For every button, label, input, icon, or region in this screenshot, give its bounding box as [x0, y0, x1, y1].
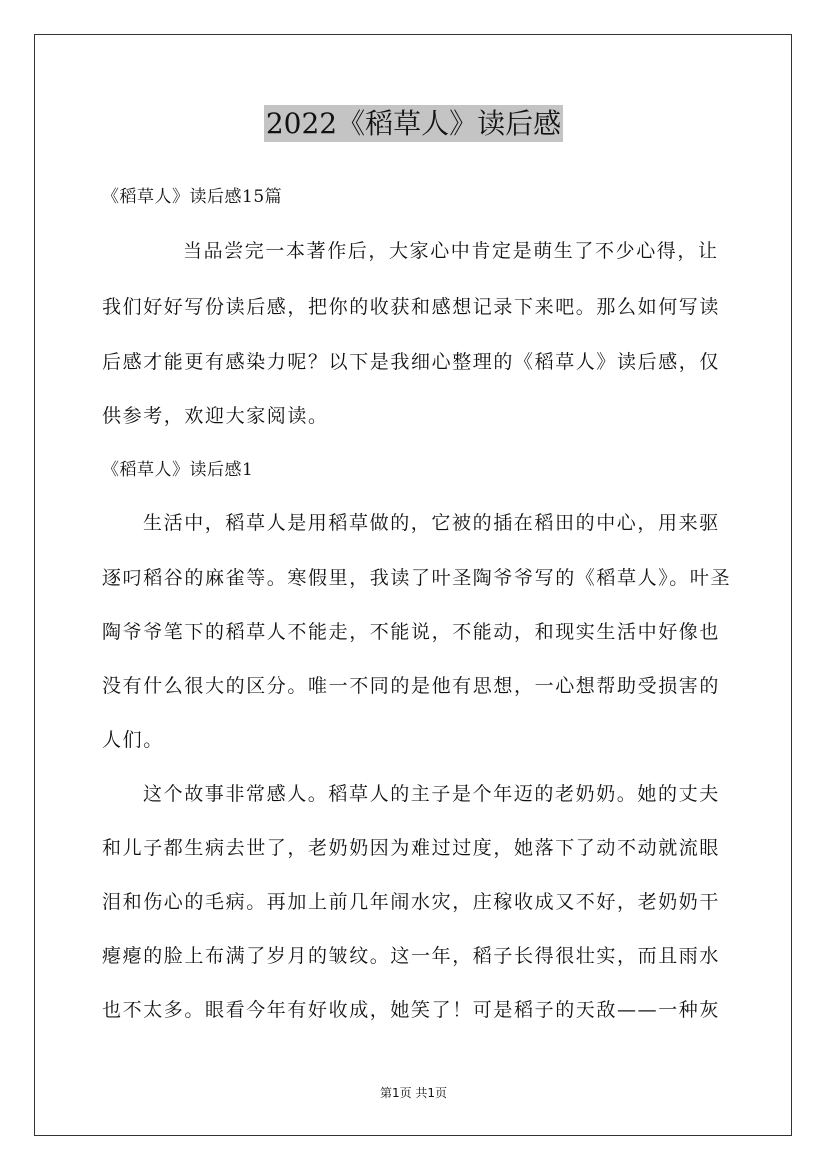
para1-line-4: 没有什么很大的区分。唯一不同的是他有思想，一心想帮助受损害的	[102, 675, 721, 697]
para1-line-5: 人们。	[102, 729, 164, 751]
para2-line-5: 也不太多。眼看今年有好收成，她笑了！可是稻子的天敌——一种灰	[102, 999, 721, 1021]
intro-line-4: 供参考，欢迎大家阅读。	[102, 405, 329, 427]
para1-line-1: 生活中，稻草人是用稻草做的，它被的插在稻田的中心，用来驱	[143, 512, 720, 534]
para2-line-1: 这个故事非常感人。稻草人的主子是个年迈的老奶奶。她的丈夫	[143, 783, 720, 805]
para2-line-4: 瘪瘪的脸上布满了岁月的皱纹。这一年，稻子长得很壮实，而且雨水	[102, 945, 721, 967]
para2-line-3: 泪和伤心的毛病。再加上前几年闹水灾，庄稼收成又不好，老奶奶干	[102, 891, 721, 913]
para2-line-2: 和儿子都生病去世了，老奶奶因为难过过度，她落下了动不动就流眼	[102, 837, 721, 859]
document-title-wrap	[0, 102, 827, 142]
page-footer: 第1页 共1页	[379, 1086, 448, 1100]
intro-line-1: 当品尝完一本著作后，大家心中肯定是萌生了不少心得，让	[183, 240, 719, 262]
document-heading: 《稻草人》读后感15篇	[102, 187, 283, 207]
para1-line-3: 陶爷爷笔下的稻草人不能走，不能说，不能动，和现实生活中好像也	[102, 621, 721, 643]
para1-line-2: 逐叼稻谷的麻雀等。寒假里，我读了叶圣陶爷爷写的《稻草人》。叶圣	[102, 567, 732, 589]
intro-line-3: 后感才能更有感染力呢？以下是我细心整理的《稻草人》读后感，仅	[102, 351, 721, 373]
section-title: 《稻草人》读后感1	[102, 460, 254, 480]
document-title: 2022《稻草人》读后感	[265, 107, 562, 140]
intro-line-2: 我们好好写份读后感，把你的收获和感想记录下来吧。那么如何写读	[102, 296, 721, 318]
